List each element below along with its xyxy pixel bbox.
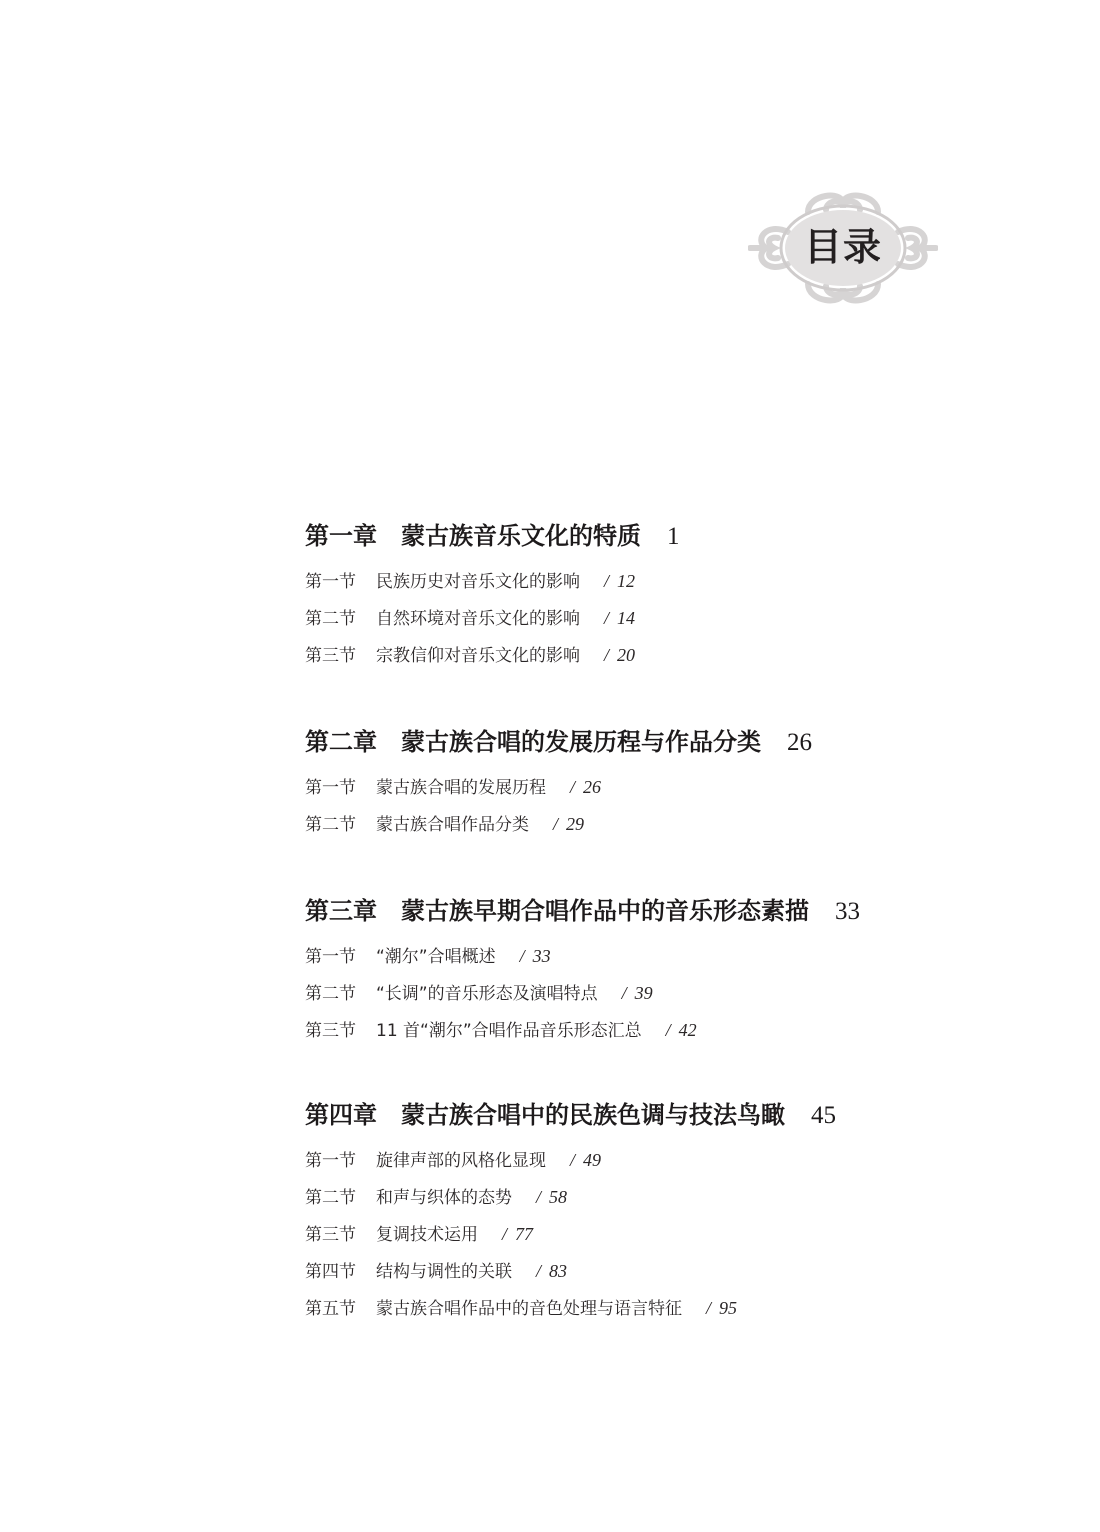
chapter-title: 蒙古族音乐文化的特质 (401, 521, 641, 550)
section-page-number: 29 (566, 814, 585, 834)
section-page-number: 95 (719, 1298, 738, 1318)
section-title: 和声与织体的态势 (376, 1188, 512, 1208)
section-title: 民族历史对音乐文化的影响 (376, 572, 580, 592)
section-list (305, 1149, 836, 1319)
chapter-page-number: 26 (787, 729, 812, 756)
page-separator: / (665, 1020, 671, 1040)
section-title: 蒙古族合唱作品中的音色处理与语言特征 (376, 1299, 682, 1319)
section-page-number: 39 (634, 983, 653, 1003)
section-title: 蒙古族合唱的发展历程 (376, 778, 546, 798)
page-separator: / (536, 1187, 542, 1207)
chapter-number: 第一章 (305, 521, 377, 550)
section-title: “长调”的音乐形态及演唱特点 (376, 984, 598, 1004)
section-entry[interactable] (305, 570, 680, 592)
section-entry[interactable] (305, 1260, 836, 1282)
page-separator: / (536, 1261, 542, 1281)
section-page-number: 49 (583, 1150, 602, 1170)
section-page-number: 12 (617, 571, 636, 591)
section-entry[interactable] (305, 1297, 836, 1319)
section-number: 第三节 (305, 1225, 356, 1245)
section-title: “潮尔”合唱概述 (376, 947, 496, 967)
page-separator: / (706, 1298, 712, 1318)
section-title: 旋律声部的风格化显现 (376, 1151, 546, 1171)
section-entry[interactable] (305, 813, 812, 835)
section-list (305, 570, 680, 666)
chapter-page-number: 33 (835, 898, 860, 925)
section-number: 第一节 (305, 778, 356, 798)
section-number: 第三节 (305, 1021, 356, 1041)
page-separator: / (570, 777, 576, 797)
section-page-number: 58 (549, 1187, 568, 1207)
section-title: 宗教信仰对音乐文化的影响 (376, 646, 580, 666)
section-entry[interactable] (305, 982, 860, 1004)
page-separator: / (519, 946, 525, 966)
toc-title-block (748, 182, 938, 314)
chapter-1 (305, 520, 680, 666)
section-entry[interactable] (305, 776, 812, 798)
section-entry[interactable] (305, 1149, 836, 1171)
section-number: 第一节 (305, 572, 356, 592)
chapter-number: 第三章 (305, 896, 377, 925)
section-number: 第三节 (305, 646, 356, 666)
section-title: 11 首“潮尔”合唱作品音乐形态汇总 (376, 1021, 642, 1041)
section-page-number: 14 (617, 608, 636, 628)
page-separator: / (604, 571, 610, 591)
chapter-heading[interactable] (305, 520, 680, 552)
chapter-heading[interactable] (305, 1099, 836, 1131)
section-title: 蒙古族合唱作品分类 (376, 815, 529, 835)
toc-title: 目录 (803, 224, 882, 269)
section-number: 第二节 (305, 609, 356, 629)
section-entry[interactable] (305, 945, 860, 967)
chapter-title: 蒙古族早期合唱作品中的音乐形态素描 (401, 896, 809, 925)
section-page-number: 26 (583, 777, 602, 797)
section-page-number: 83 (549, 1261, 568, 1281)
page-separator: / (604, 645, 610, 665)
section-list (305, 776, 812, 835)
chapter-heading[interactable] (305, 726, 812, 758)
section-title: 复调技术运用 (376, 1225, 478, 1245)
section-number: 第四节 (305, 1262, 356, 1282)
chapter-heading[interactable] (305, 895, 860, 927)
section-entry[interactable] (305, 644, 680, 666)
section-number: 第二节 (305, 984, 356, 1004)
chapter-page-number: 45 (811, 1102, 836, 1129)
page-separator: / (570, 1150, 576, 1170)
page-separator: / (604, 608, 610, 628)
section-number: 第一节 (305, 947, 356, 967)
chapter-title: 蒙古族合唱的发展历程与作品分类 (401, 727, 761, 756)
chapter-2 (305, 726, 812, 835)
section-page-number: 33 (532, 946, 551, 966)
section-list (305, 945, 860, 1041)
section-page-number: 77 (515, 1224, 534, 1244)
section-page-number: 42 (678, 1020, 697, 1040)
section-number: 第一节 (305, 1151, 356, 1171)
section-title: 自然环境对音乐文化的影响 (376, 609, 580, 629)
section-page-number: 20 (617, 645, 636, 665)
chapter-number: 第四章 (305, 1100, 377, 1129)
section-entry[interactable] (305, 1186, 836, 1208)
page-separator: / (621, 983, 627, 1003)
section-number: 第二节 (305, 815, 356, 835)
chapter-number: 第二章 (305, 727, 377, 756)
section-entry[interactable] (305, 1019, 860, 1041)
section-entry[interactable] (305, 607, 680, 629)
page-separator: / (502, 1224, 508, 1244)
section-title: 结构与调性的关联 (376, 1262, 512, 1282)
section-number: 第五节 (305, 1299, 356, 1319)
section-number: 第二节 (305, 1188, 356, 1208)
section-entry[interactable] (305, 1223, 836, 1245)
page-separator: / (553, 814, 559, 834)
chapter-4 (305, 1099, 836, 1319)
chapter-title: 蒙古族合唱中的民族色调与技法鸟瞰 (401, 1100, 785, 1129)
chapter-3 (305, 895, 860, 1041)
chapter-page-number: 1 (667, 523, 680, 550)
